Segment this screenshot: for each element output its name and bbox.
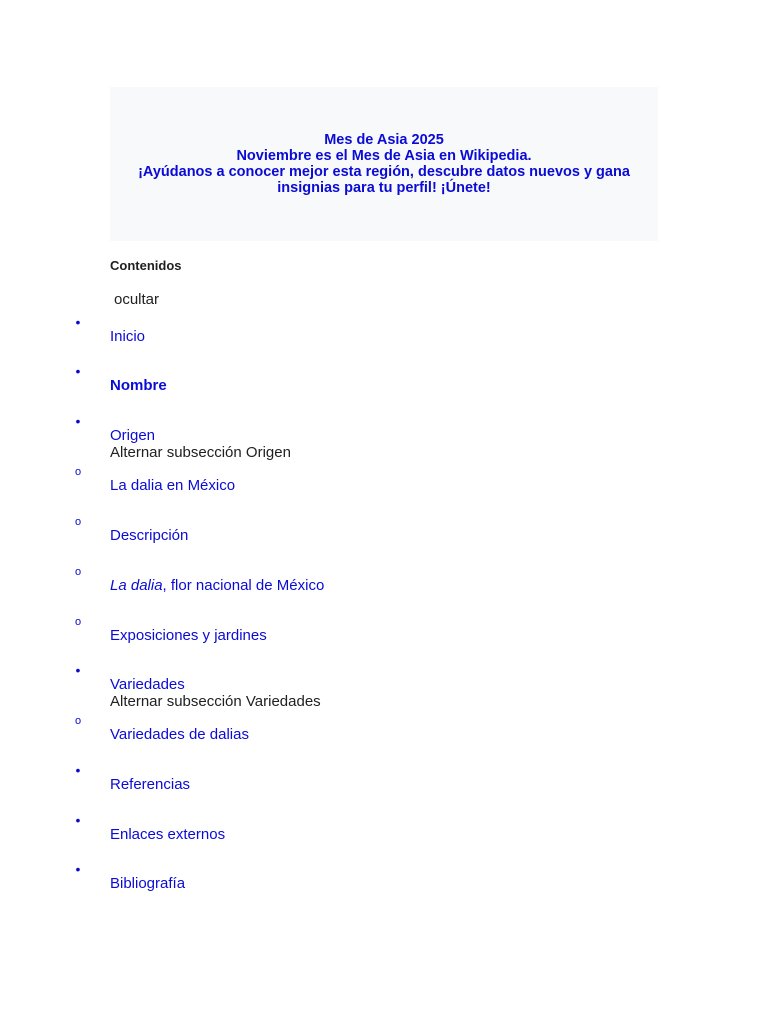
toc-item-enlaces-externos[interactable] <box>0 812 768 852</box>
bullet-disc-icon: • <box>75 314 81 330</box>
toc-link-referencias[interactable]: Referencias <box>110 776 191 793</box>
toc-link-flor-nacional[interactable] <box>110 577 324 595</box>
bullet-circle-icon: o <box>74 616 82 628</box>
banner-call-to-action[interactable]: ¡Ayúdanos a conocer mejor esta región, descubre datos nuevos y gana insignias para tu perfil! ¡Únete! <box>138 164 630 196</box>
bullet-disc-icon: • <box>75 662 81 678</box>
toc-toggle-origen-button[interactable]: Alternar subsección Origen <box>110 444 291 461</box>
toc-item-nombre[interactable] <box>0 363 768 403</box>
toc-item-origen[interactable] <box>0 413 768 461</box>
toc-link-rest-part[interactable]: , flor nacional de México <box>162 577 325 594</box>
bullet-circle-icon: o <box>74 516 82 528</box>
bullet-circle-icon: o <box>74 715 82 727</box>
toc-hide-button[interactable]: ocultar <box>114 291 160 308</box>
bullet-disc-icon: • <box>75 363 81 379</box>
toc-link-bibliografia[interactable]: Bibliografía <box>110 875 186 892</box>
toc-item-inicio[interactable] <box>0 314 768 354</box>
banner-title[interactable]: Mes de Asia 2025 <box>324 132 444 148</box>
bullet-disc-icon: • <box>75 812 81 828</box>
toc-link-variedades[interactable]: Variedades <box>110 676 185 693</box>
toc-link-origen[interactable]: Origen <box>110 427 156 444</box>
bullet-disc-icon: • <box>75 861 81 877</box>
bullet-disc-icon: • <box>75 762 81 778</box>
toc-link-italic-part[interactable]: La dalia <box>110 577 163 594</box>
toc-link-inicio[interactable]: Inicio <box>110 328 146 345</box>
toc-link-descripcion[interactable]: Descripción <box>110 527 189 544</box>
toc-item-referencias[interactable] <box>0 762 768 802</box>
toc-item-variedades[interactable] <box>0 662 768 710</box>
toc-item-exposiciones[interactable] <box>0 613 768 653</box>
asia-month-banner[interactable] <box>110 87 658 241</box>
toc-item-flor-nacional[interactable] <box>0 563 768 603</box>
toc-link-nombre[interactable]: Nombre <box>110 377 167 394</box>
bullet-circle-icon: o <box>74 566 82 578</box>
toc-title: Contenidos <box>110 258 182 273</box>
toc-link-exposiciones[interactable]: Exposiciones y jardines <box>110 627 267 644</box>
toc-item-bibliografia[interactable] <box>0 861 768 901</box>
toc-item-descripcion[interactable] <box>0 513 768 553</box>
toc-item-dalia-mexico[interactable] <box>0 463 768 503</box>
banner-subtitle[interactable]: Noviembre es el Mes de Asia en Wikipedia. <box>236 148 532 164</box>
toc-link-dalia-mexico[interactable]: La dalia en México <box>110 477 236 494</box>
toc-link-variedades-dalias[interactable]: Variedades de dalias <box>110 726 249 743</box>
toc-link-enlaces-externos[interactable]: Enlaces externos <box>110 826 226 843</box>
bullet-circle-icon: o <box>74 466 82 478</box>
toc-toggle-variedades-button[interactable]: Alternar subsección Variedades <box>110 693 321 710</box>
toc-item-variedades-dalias[interactable] <box>0 712 768 752</box>
bullet-disc-icon: • <box>75 413 81 429</box>
